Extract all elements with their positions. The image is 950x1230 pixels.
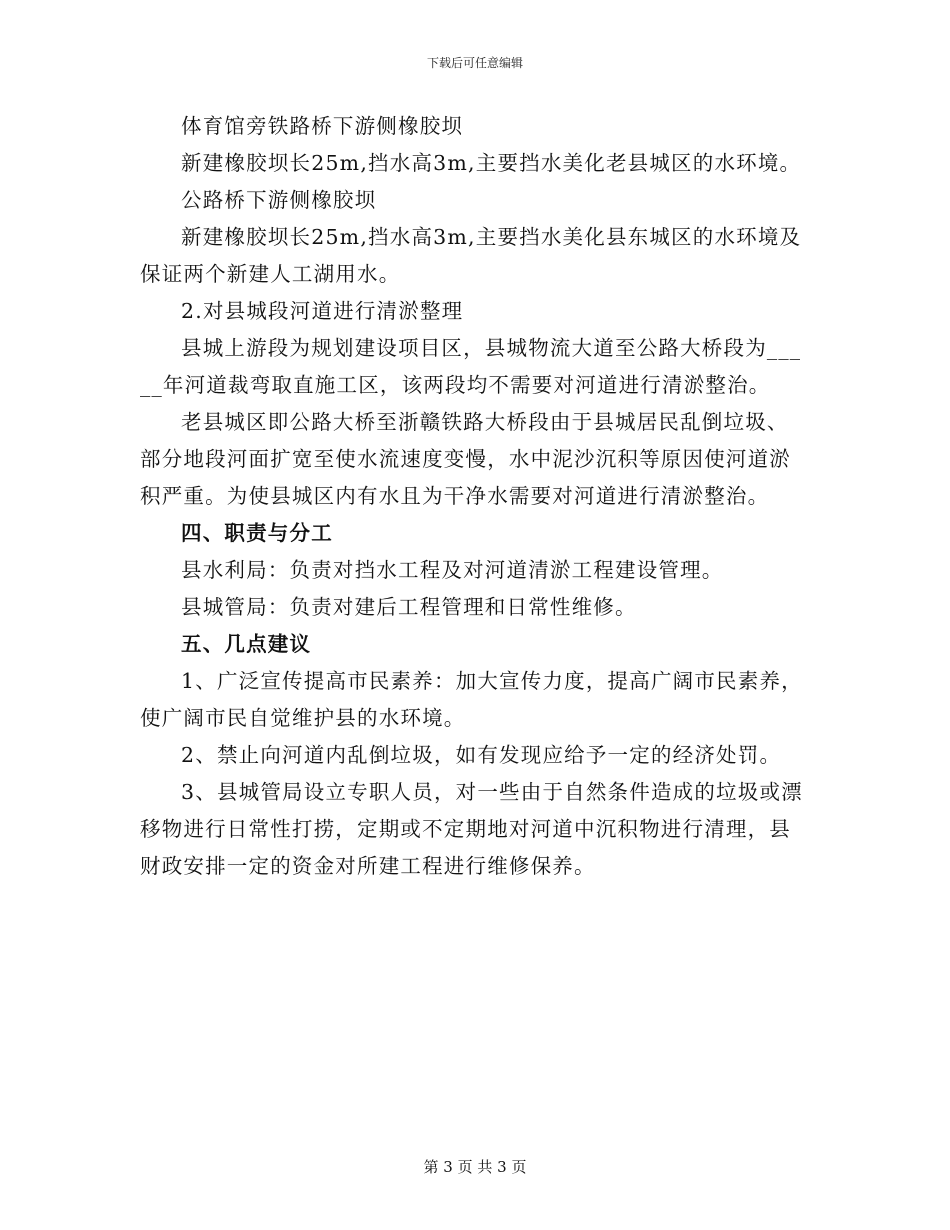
paragraph-14: 3、县城管局设立专职人员，对一些由于自然条件造成的垃圾或漂移物进行日常性打捞，定期或不定期地对河道中沉积物进行清理，县财政安排一定的资金对所建工程进行维修保养。 [140, 780, 803, 878]
paragraph-3: 公路桥下游侧橡胶坝 [181, 188, 377, 212]
paragraph-2: 新建橡胶坝长25m,挡水高3m,主要挡水美化老县城区的水环境。 [181, 151, 802, 175]
page-number: 第 3 页 共 3 页 [423, 1158, 527, 1176]
paragraph-9: 县水利局：负责对挡水工程及对河道清淤工程建设管理。 [181, 558, 724, 582]
paragraph-4: 新建橡胶坝长25m,挡水高3m,主要挡水美化县东城区的水环境及保证两个新建人工湖用水。 [140, 225, 802, 286]
paragraph-13: 2、禁止向河道内乱倒垃圾，如有发现应给予一定的经济处罚。 [181, 743, 782, 767]
header-note: 下载后可任意编辑 [426, 56, 523, 70]
section-heading-4: 四、职责与分工 [181, 521, 333, 545]
paragraph-6: 县城上游段为规划建设项目区，县城物流大道至公路大桥段为_____年河道裁弯取直施工区，该两段均不需要对河道进行清淤整治。 [140, 336, 802, 397]
paragraph-1: 体育馆旁铁路桥下游侧橡胶坝 [181, 114, 464, 138]
document-body [140, 108, 810, 885]
paragraph-10: 县城管局：负责对建后工程管理和日常性维修。 [181, 595, 637, 619]
section-heading-5: 五、几点建议 [181, 632, 312, 656]
paragraph-12: 1、广泛宣传提高市民素养：加大宣传力度，提高广阔市民素养，使广阔市民自觉维护县的水环境。 [140, 669, 803, 730]
paragraph-5: 2.对县城段河道进行清淤整理 [181, 299, 464, 323]
paragraph-7: 老县城区即公路大桥至浙赣铁路大桥段由于县城居民乱倒垃圾、部分地段河面扩宽至使水流速度变慢，水中泥沙沉积等原因使河道淤积严重。为使县城区内有水且为干净水需要对河道进行清淤整治。 [140, 410, 791, 508]
